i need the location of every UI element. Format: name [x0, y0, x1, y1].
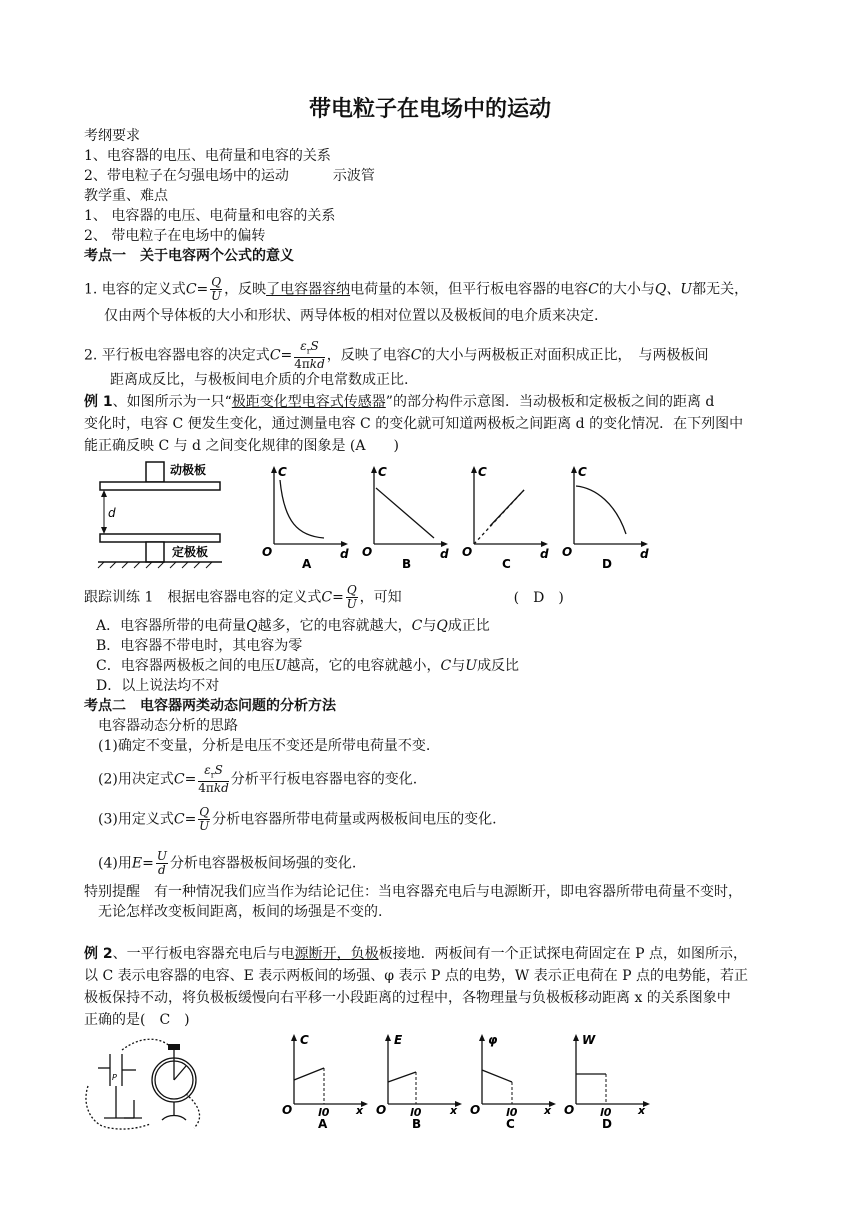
- ex1-line2: 变化时，电容 C 便发生变化，通过测量电容 C 的变化就可知道两极板之间距离 d 的变化情况．在下列图中: [84, 416, 744, 432]
- svg-text:B: B: [412, 1117, 422, 1131]
- kp1-p2-line2: 距离成反比，与极板间电介质的介电常数成正比.: [110, 372, 409, 388]
- line-b: [376, 488, 434, 538]
- ex2-line1: 例 2、一平行板电容器充电后与电源断开，负极板接地．两板间有一个正试探电荷固定在 P 点，如图所示，: [84, 946, 747, 962]
- svg-text:C: C: [378, 465, 387, 479]
- ex2-graph-b: [376, 1030, 466, 1130]
- p-label: P: [112, 1073, 117, 1082]
- electrometer-diagram: [80, 1034, 210, 1134]
- ex1-line1: 例 1、如图所示为一只“极距变化型电容式传感器”的部分构件示意图．当动极板和定极板之间的距离 d: [84, 394, 715, 410]
- kp1-p1: 1. 电容的定义式C= $\frac{Q}{U}$ ，反映了电容器容纳电荷量的本领，但平行板电容器的电容C的大小与Q、U都无关，: [84, 275, 749, 303]
- ex1-graph-a: [262, 462, 352, 572]
- svg-text:C: C: [578, 465, 587, 479]
- svg-text:O: O: [362, 545, 373, 559]
- line-c: [490, 490, 524, 526]
- fixed-plate-label: 定极板: [172, 545, 209, 559]
- option-c: C．电容器两极板之间的电压U越高，它的电容就越小，C与U成反比: [96, 658, 520, 674]
- req-item-2: 2、带电粒子在匀强电场中的运动 示波管: [84, 168, 375, 184]
- ex1-graph-d: [562, 462, 652, 572]
- ex1-graph-b: [362, 462, 452, 572]
- curve-d: [576, 486, 626, 534]
- ex2-graph-a: [282, 1030, 372, 1130]
- svg-text:D: D: [602, 1117, 612, 1131]
- option-b: B．电容器不带电时，其电容为零: [96, 638, 303, 654]
- svg-text:O: O: [564, 1103, 575, 1117]
- svg-text:O: O: [462, 545, 473, 559]
- svg-text:φ: φ: [488, 1033, 498, 1047]
- svg-text:C: C: [300, 1033, 309, 1047]
- kp2-step-1: (1)确定不变量，分析是电压不变还是所带电荷量不变.: [98, 738, 431, 754]
- svg-text:C: C: [506, 1117, 515, 1131]
- formula-decision: $\frac{\varepsilon_rS}{\text{4πkd}}$: [294, 339, 325, 372]
- ex2-graph-d: [564, 1030, 654, 1130]
- key-item-2: 2、 带电粒子在电场中的偏转: [84, 228, 266, 244]
- svg-text:O: O: [562, 545, 573, 559]
- track1-question: 跟踪训练 1 根据电容器电容的定义式C= $\frac{Q}{U}$ ，可知 ( D ): [84, 583, 564, 611]
- kp1-p1-line2: 仅由两个导体板的大小和形状、两导体板的相对位置以及极板间的电介质来决定.: [104, 308, 599, 324]
- svg-text:C: C: [478, 465, 487, 479]
- req-heading: 考纲要求: [84, 128, 140, 144]
- svg-text:d: d: [340, 547, 349, 561]
- tip-line-1: 特别提醒 有一种情况我们应当作为结论记住：当电容器充电后与电源断开，即电容器所带电荷量不变时，: [84, 884, 742, 900]
- svg-text:x: x: [356, 1104, 364, 1117]
- svg-text:B: B: [402, 557, 412, 571]
- svg-text:C: C: [278, 465, 287, 479]
- ex1-line3: 能正确反映 C 与 d 之间变化规律的图象是 (A ): [84, 438, 399, 454]
- line-2c: [482, 1070, 512, 1082]
- ex1-graph-c: [462, 462, 552, 572]
- key-item-1: 1、 电容器的电压、电荷量和电容的关系: [84, 208, 336, 224]
- svg-text:l0: l0: [410, 1106, 422, 1119]
- tip-line-2: 无论怎样改变板间距离，板间的场强是不变的.: [98, 904, 383, 920]
- kp2-step-4: (4)用E= $\frac{U}{d}$ 分析电容器极板间场强的变化.: [98, 849, 357, 877]
- option-d: D．以上说法均不对: [96, 678, 220, 694]
- req-item-1: 1、电容器的电压、电荷量和电容的关系: [84, 148, 331, 164]
- svg-text:O: O: [282, 1103, 293, 1117]
- ex2-line2: 以 C 表示电容器的电容、E 表示两板间的场强、φ 表示 P 点的电势，W 表示正电荷在 P 点的电势能，若正: [84, 968, 749, 984]
- svg-text:x: x: [638, 1104, 646, 1117]
- kp2-sub: 电容器动态分析的思路: [98, 718, 238, 734]
- kp2-step-3: (3)用定义式C= $\frac{Q}{U}$ 分析电容器所带电荷量或两极板间电压的变化.: [98, 805, 497, 833]
- svg-text:d: d: [640, 547, 649, 561]
- moving-plate-label: 动极板: [170, 463, 207, 477]
- svg-text:d: d: [440, 547, 449, 561]
- option-a: A．电容器所带的电荷量Q越多，它的电容就越大，C与Q成正比: [96, 618, 490, 634]
- key-heading: 教学重、难点: [84, 188, 168, 204]
- svg-text:O: O: [470, 1103, 481, 1117]
- kp1-heading: 考点一 关于电容两个公式的意义: [84, 248, 294, 264]
- svg-text:l0: l0: [318, 1106, 330, 1119]
- svg-text:E: E: [394, 1033, 403, 1047]
- svg-text:x: x: [450, 1104, 458, 1117]
- ex2-line3: 极板保持不动，将负极板缓慢向右平移一小段距离的过程中，各物理量与负极板移动距离 x 的关系图象中: [84, 990, 731, 1006]
- line-2a: [294, 1068, 324, 1080]
- kp2-heading: 考点二 电容器两类动态问题的分析方法: [84, 698, 336, 714]
- svg-text:O: O: [262, 545, 273, 559]
- svg-text:x: x: [544, 1104, 552, 1117]
- sensor-diagram: [96, 460, 236, 570]
- svg-text:d: d: [540, 547, 549, 561]
- formula-q-over-u: $\frac{Q}{U}$: [211, 275, 222, 303]
- kp2-step-2: (2)用决定式C= $\frac{\varepsilon_rS}{\text{4πkd}}$ 分析平行板电容器电容的变化.: [98, 763, 418, 796]
- line-2b: [388, 1072, 416, 1082]
- svg-text:l0: l0: [600, 1106, 612, 1119]
- svg-text:O: O: [376, 1103, 387, 1117]
- d-label: d: [108, 506, 116, 520]
- curve-a: [280, 480, 324, 538]
- svg-text:l0: l0: [506, 1106, 518, 1119]
- svg-text:A: A: [302, 557, 312, 571]
- svg-text:W: W: [582, 1033, 596, 1047]
- svg-text:C: C: [502, 557, 511, 571]
- page-title: 带电粒子在电场中的运动: [308, 97, 551, 122]
- svg-text:D: D: [602, 557, 612, 571]
- ex2-graph-c: [470, 1030, 560, 1130]
- svg-text:A: A: [318, 1117, 328, 1131]
- ex2-line4: 正确的是( C ): [84, 1012, 190, 1028]
- kp1-p2: 2. 平行板电容器电容的决定式C= $\frac{\varepsilon_rS}{\text{4πkd}}$ ，反映了电容C的大小与两极板正对面积成正比， 与两极板间: [84, 339, 709, 372]
